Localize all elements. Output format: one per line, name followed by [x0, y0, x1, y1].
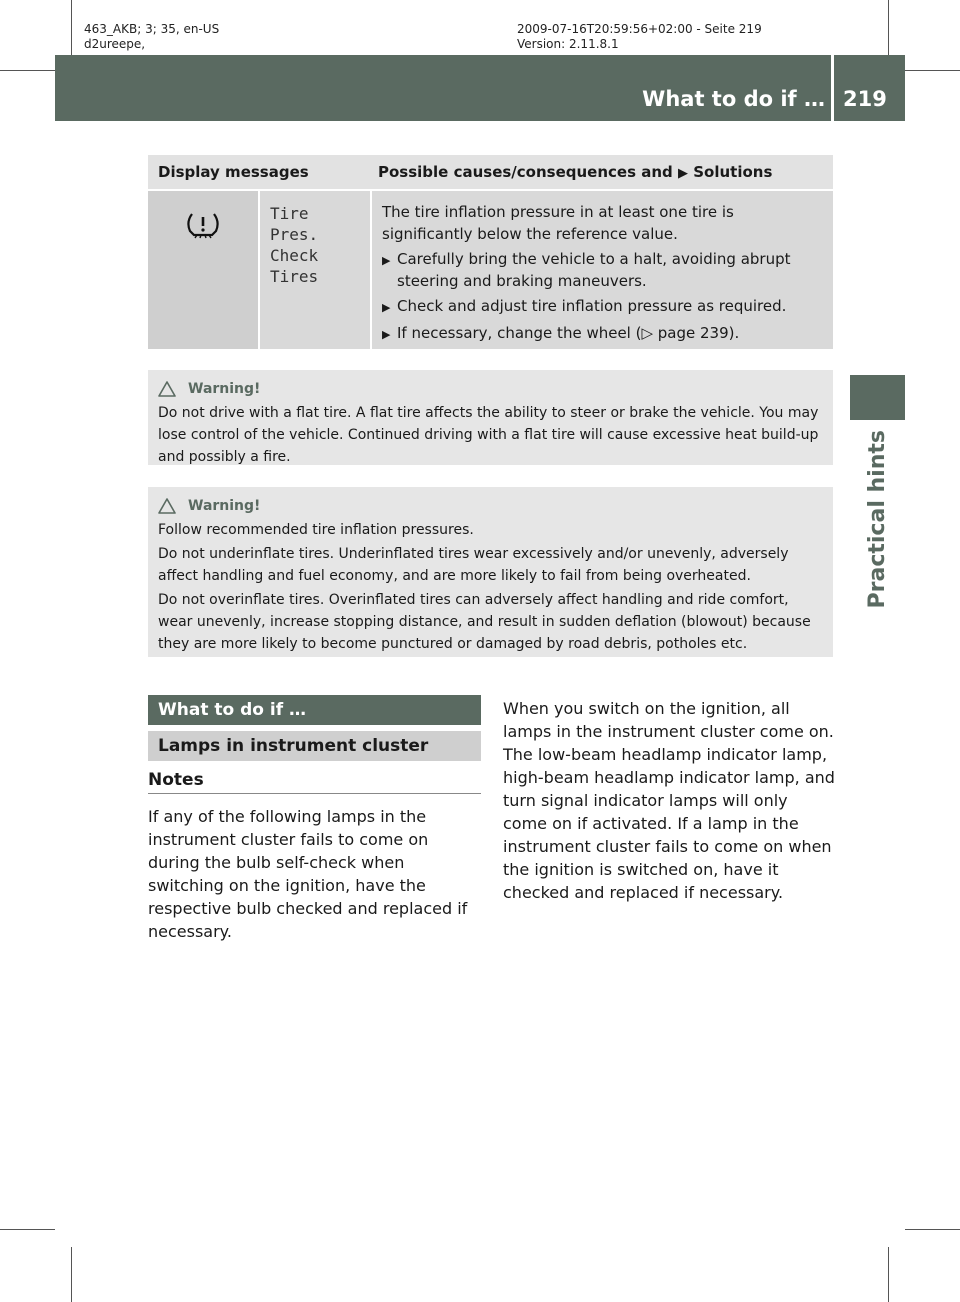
warning-title [158, 378, 825, 400]
step-item [382, 295, 823, 319]
col2-header-prefix: Possible causes/consequences and [378, 163, 673, 181]
crop-mark [888, 0, 889, 55]
step-arrow-icon: ▶ [382, 254, 391, 267]
step-text: Carefully bring the vehicle to a halt, avoiding abrupt steering and braking maneuvers. [397, 250, 791, 290]
print-meta-left [84, 22, 219, 52]
step-item [382, 248, 823, 292]
notes-divider [148, 793, 481, 794]
warning-paragraph: Do not underinflate tires. Underinflated tires wear excessively and/or unevenly, adversely affect handling and fuel economy, and are more likely to fail from being overheated. [158, 546, 789, 584]
side-tab-block [850, 375, 905, 420]
side-tab [849, 430, 905, 680]
meta-right-line1: 2009-07-16T20:59:56+02:00 - Seite 219 [517, 22, 762, 36]
meta-left-line1: 463_AKB; 3; 35, en-US [84, 22, 220, 36]
notes-right-text: When you switch on the ignition, all lamps in the instrument cluster come on. The low-beam headlamp indicator lamp, high-beam headlamp indicator lamp, and turn signal indicator lamps will only come on if activated. If a lamp in the instrument cluster fails to come on when the ignition is switched on, have it checked and replaced if necessary. [503, 699, 835, 902]
crop-mark [71, 0, 72, 55]
crop-mark [905, 70, 960, 71]
header-title: What to do if … [642, 87, 825, 111]
col-causes-solutions [368, 163, 833, 181]
warning-title-text: Warning! [188, 381, 261, 397]
crop-mark [888, 1247, 889, 1302]
tire-pressure-warning-icon [185, 211, 221, 239]
notes-left-text: If any of the following lamps in the instrument cluster fails to come on during the bulb self-check when switching on the ignition, have the respective bulb checked and replaced if necessary. [148, 807, 468, 941]
crop-mark [0, 70, 55, 71]
header-separator [831, 55, 834, 121]
warning-title [158, 495, 825, 517]
meta-left-line2: d2ureepe, [84, 37, 146, 51]
warning-paragraph: Follow recommended tire inflation pressures. [158, 522, 474, 538]
crop-mark [0, 1229, 55, 1230]
section-title: What to do if … [148, 695, 481, 725]
warning-text: Do not drive with a flat tire. A flat tire affects the ability to steer or brake the vehicle. You may lose control of the vehicle. Continued driving with a flat tire will cause excessive heat build-up and possibly a fire. [158, 405, 819, 465]
icon-cell [148, 191, 258, 349]
step-text: Check and adjust tire inflation pressure as required. [397, 297, 787, 315]
cause-text: The tire inflation pressure in at least one tire is significantly below the reference value. [382, 203, 734, 243]
display-line: Pres. [270, 225, 319, 244]
meta-right-line2: Version: 2.11.8.1 [517, 37, 619, 51]
page-number: 219 [843, 87, 887, 111]
section-subtitle: Lamps in instrument cluster [148, 731, 481, 761]
print-meta-right [517, 22, 762, 52]
col-display-messages: Display messages [158, 163, 309, 181]
step-arrow-icon: ▶ [382, 301, 391, 314]
crop-mark [905, 1229, 960, 1230]
notes-heading: Notes [148, 770, 204, 790]
step-text: If necessary, change the wheel (▷ page 239). [397, 324, 740, 342]
display-line: Tire [270, 204, 309, 223]
table-row [148, 191, 833, 349]
step-item [382, 322, 823, 346]
warning-box-flat-tire [148, 370, 833, 465]
table-header [148, 155, 833, 189]
side-tab-label: Practical hints [864, 430, 890, 609]
warning-title-text: Warning! [188, 498, 261, 514]
col2-header-suffix: Solutions [693, 163, 773, 181]
display-line: Check [270, 246, 319, 265]
arrow-right-icon: ▶ [678, 166, 689, 181]
warning-triangle-icon [158, 498, 176, 514]
warning-box-inflation [148, 487, 833, 657]
step-arrow-icon: ▶ [382, 328, 391, 341]
display-message-cell [260, 191, 370, 349]
warning-triangle-icon [158, 381, 176, 397]
display-line: Tires [270, 267, 319, 286]
warning-paragraph: Do not overinflate tires. Overinflated tires can adversely affect handling and ride comfort, wear unevenly, increase stopping distance, and result in sudden deflation (blowout) because they are more likely to become punctured or damaged by road debris, potholes etc. [158, 592, 811, 652]
display-messages-table [148, 155, 833, 349]
solution-cell [372, 191, 833, 349]
crop-mark [71, 1247, 72, 1302]
